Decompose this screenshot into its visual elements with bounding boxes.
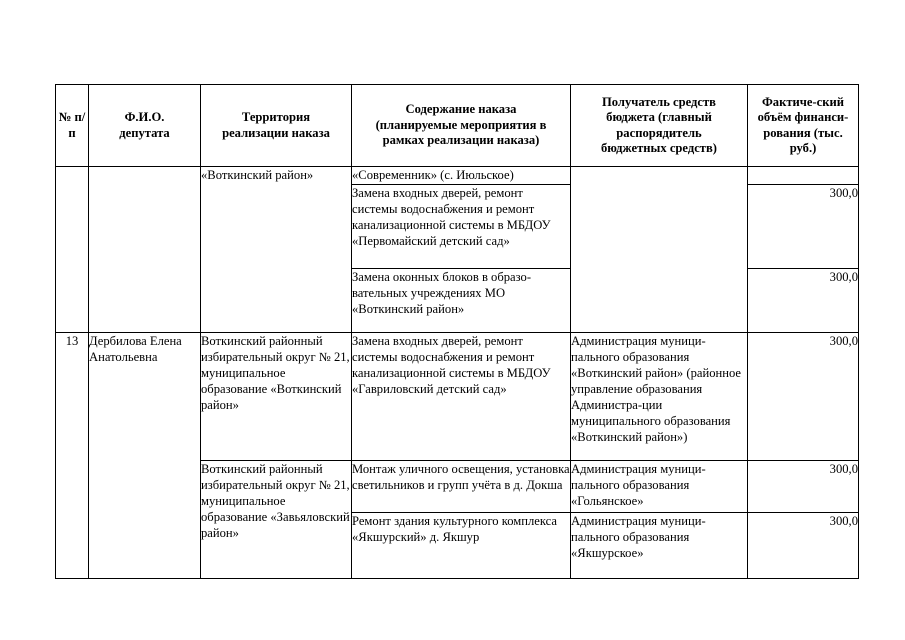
cell-amount: 300,0 [748,513,859,579]
header-content: Содержание наказа (планируемые мероприятия в рамках реализации наказа) [352,85,571,167]
cell-amount: 300,0 [748,185,859,269]
cell-amount [748,167,859,185]
cell-amount: 300,0 [748,269,859,333]
cell-content: «Современник» (с. Июльское) [352,167,571,185]
header-amount: Фактиче-ский объём финанси-рования (тыс. руб.) [748,85,859,167]
header-territory: Территория реализации наказа [201,85,352,167]
cell-recipient: Администрация муници-пального образования «Гольянское» [571,461,748,513]
cell-territory: «Воткинский район» [201,167,352,333]
header-fio: Ф.И.О. депутата [89,85,201,167]
orders-table [55,84,859,579]
cell-content: Ремонт здания культурного комплекса «Якшурский» д. Якшур [352,513,571,579]
cell-recipient: Администрация муници-пального образования «Воткинский район» (районное управление образования Администра-ции муниципального образования «Воткинский район») [571,333,748,461]
header-recipient: Получатель средств бюджета (главный распорядитель бюджетных средств) [571,85,748,167]
table-row [56,167,859,185]
cell-content: Замена оконных блоков в образо-вательных учреждениях МО «Воткинский район» [352,269,571,333]
header-num: № п/п [56,85,89,167]
cell-num-empty [56,167,89,333]
cell-recipient: Администрация муници-пального образования «Якшурское» [571,513,748,579]
table-row [56,333,859,461]
table-header-row [56,85,859,167]
cell-amount: 300,0 [748,333,859,461]
cell-fio: Дербилова Елена Анатольевна [89,333,201,579]
cell-content: Замена входных дверей, ремонт системы водоснабжения и ремонт канализационной системы в МБДОУ «Гавриловский детский сад» [352,333,571,461]
cell-fio-empty [89,167,201,333]
cell-territory: Воткинский районный избирательный округ № 21, муниципальное образование «Воткинский район» [201,333,352,461]
cell-content: Монтаж уличного освещения, установка светильников и групп учёта в д. Докша [352,461,571,513]
cell-territory: Воткинский районный избирательный округ № 21, муниципальное образование «Завьяловский район» [201,461,352,579]
cell-amount: 300,0 [748,461,859,513]
cell-content: Замена входных дверей, ремонт системы водоснабжения и ремонт канализационной системы в МБДОУ «Первомайский детский сад» [352,185,571,269]
cell-recipient-empty [571,167,748,333]
cell-num: 13 [56,333,89,579]
